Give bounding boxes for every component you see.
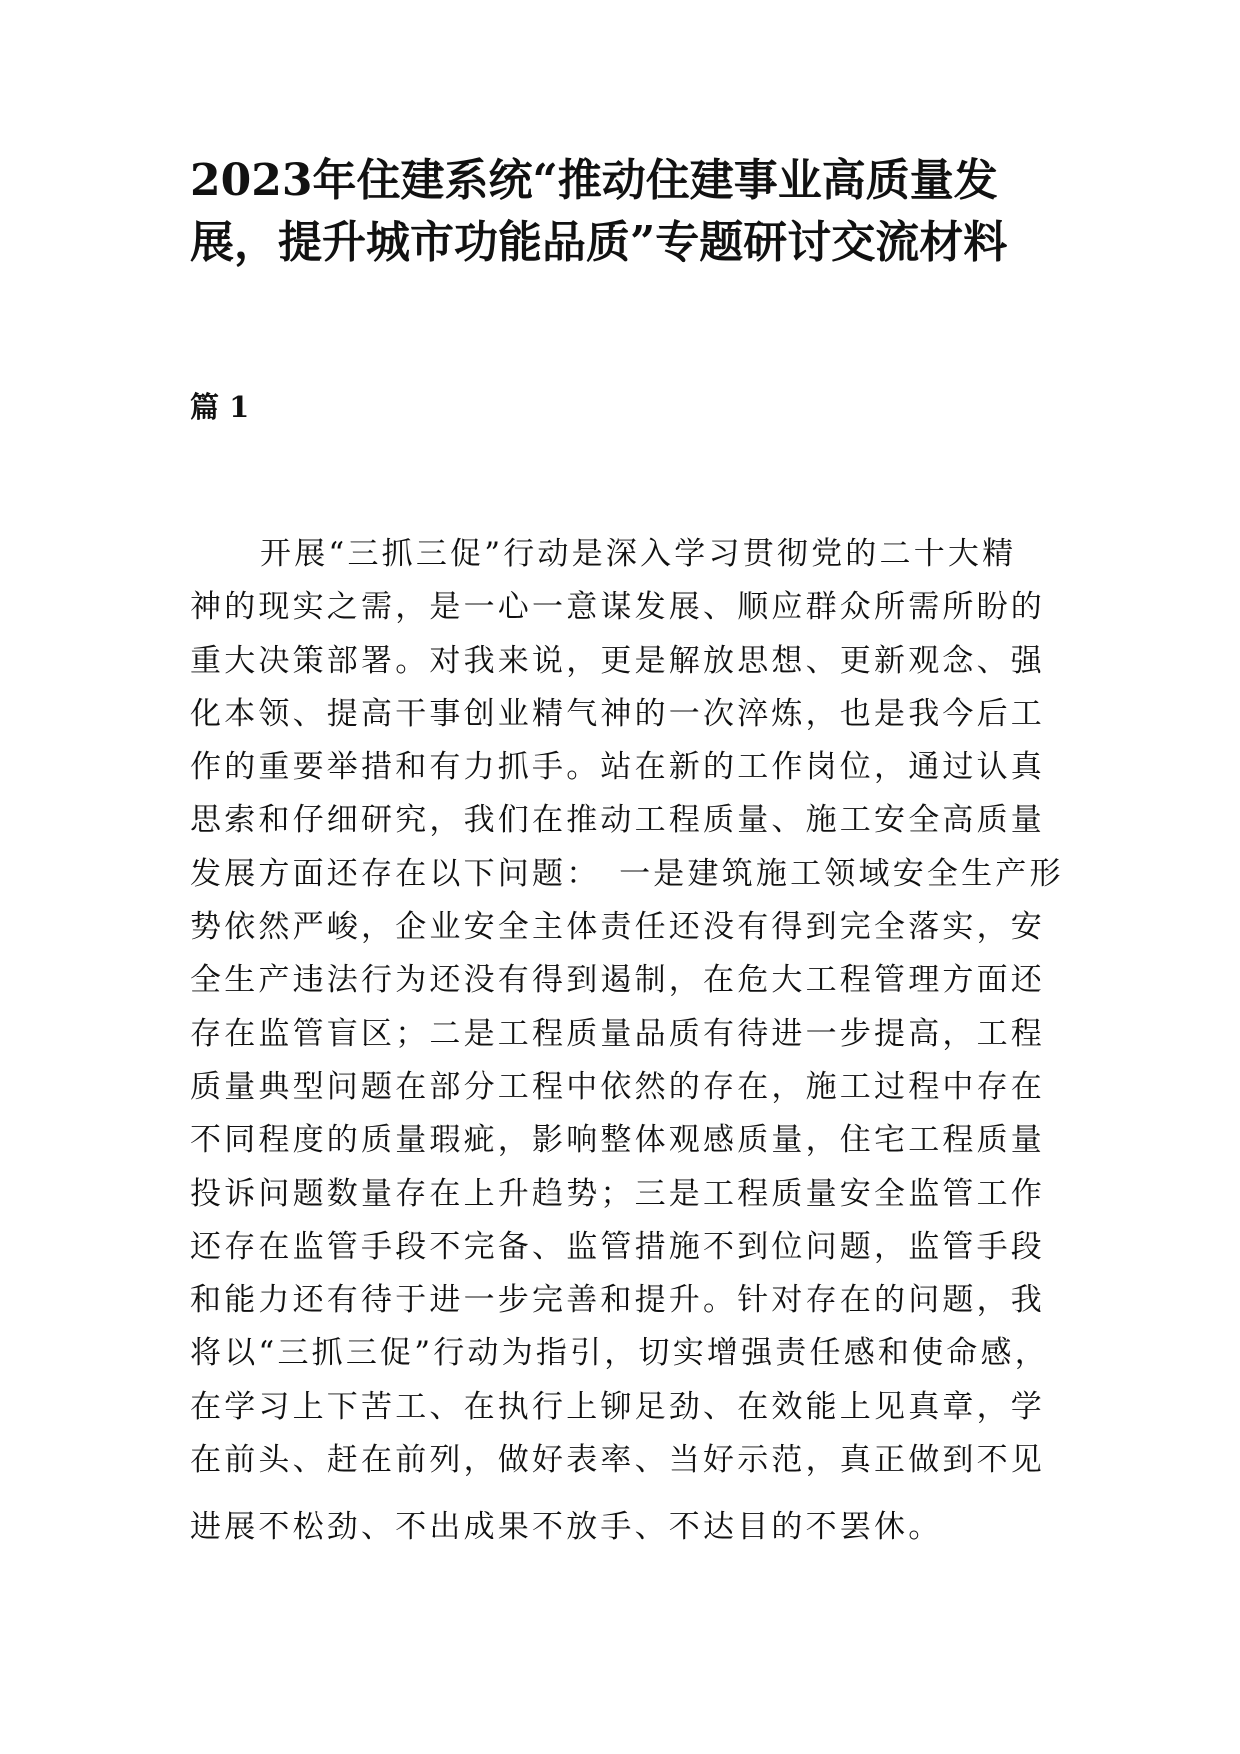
paragraph-line: 开展“三抓三促”行动是深入学习贯彻党的二十大精 xyxy=(260,536,1017,572)
paragraph-line: 进展不松劲、不出成果不放手、不达目的不罢休。 xyxy=(190,1509,943,1546)
paragraph-line: 化本领、提高干事创业精气神的一次淬炼，也是我今后工 xyxy=(190,695,1045,732)
paragraph-line: 神的现实之需，是一心一意谋发展、顺应群众所需所盼的 xyxy=(190,589,1045,626)
paragraph-line: 不同程度的质量瑕疵，影响整体观感质量，住宅工程质量 xyxy=(190,1122,1045,1159)
paragraph-line: 发展方面还存在以下问题： 一是建筑施工领域安全生产形 xyxy=(190,855,1064,892)
paragraph-line: 在学习上下苦工、在执行上铆足劲、在效能上见真章，学 xyxy=(190,1388,1045,1425)
document-title xyxy=(190,150,1070,274)
paragraph-line: 在前头、赶在前列，做好表率、当好示范，真正做到不见 xyxy=(190,1442,1045,1479)
paragraph-line: 将以“三抓三促”行动为指引，切实增强责任感和使命感， xyxy=(190,1335,1049,1372)
paragraph-line: 作的重要举措和有力抓手。站在新的工作岗位，通过认真 xyxy=(190,749,1045,786)
paragraph-line: 全生产违法行为还没有得到遏制，在危大工程管理方面还 xyxy=(190,962,1045,999)
paragraph-line: 重大决策部署。对我来说，更是解放思想、更新观念、强 xyxy=(190,642,1045,679)
paragraph-line: 存在监管盲区；二是工程质量品质有待进一步提高，工程 xyxy=(190,1015,1045,1052)
document-title-line-1: 2023年住建系统“推动住建事业高质量发 xyxy=(190,155,998,206)
paragraph-line: 势依然严峻，企业安全主体责任还没有得到完全落实，安 xyxy=(190,909,1045,946)
paragraph-line: 还存在监管手段不完备、监管措施不到位问题，监管手段 xyxy=(190,1228,1045,1265)
paragraph-line: 和能力还有待于进一步完善和提升。针对存在的问题，我 xyxy=(190,1282,1045,1319)
paragraph-line: 质量典型问题在部分工程中依然的存在，施工过程中存在 xyxy=(190,1068,1045,1105)
paragraph-line: 思索和仔细研究，我们在推动工程质量、施工安全高质量 xyxy=(190,802,1045,839)
body-paragraph xyxy=(190,528,1070,1555)
paragraph-line: 投诉问题数量存在上升趋势；三是工程质量安全监管工作 xyxy=(190,1175,1045,1212)
document-title-line-2: 展，提升城市功能品质”专题研讨交流材料 xyxy=(190,217,1008,268)
section-heading: 篇 1 xyxy=(190,390,250,424)
